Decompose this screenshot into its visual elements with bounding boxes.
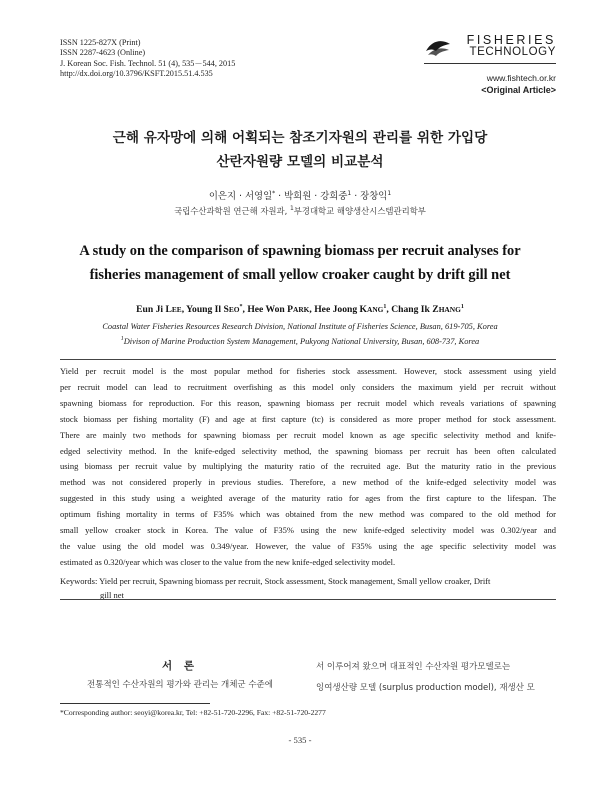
ko-author-1: 이은지: [208, 191, 236, 202]
issn-print: ISSN 1225-827X (Print): [60, 38, 141, 47]
korean-affiliations: 국립수산과학원 연근해 자원과, $^1$부경대학교 해양생산시스템관리학부: [174, 205, 426, 216]
abstract-line: spawning biomass for reproduction. For this reason, spawning biomass per recruit model which reveals variations of spawning: [60, 397, 556, 408]
abstract-line: method was not considered properly in previous studies. Therefore, a new method of the knife-edged selectivity model was: [60, 477, 556, 488]
logo-divider: [424, 63, 556, 64]
author-separator: ·: [278, 191, 282, 202]
abstract-line: estimated as 0.320/year which was closer to the value from the new knife-edged selectivity model.: [60, 556, 396, 567]
abstract: [60, 364, 556, 571]
abstract-line: the value using the old model was 0.349/year. However, the value of F35% using the age specific selectivity model was: [60, 540, 556, 551]
abstract-line: small yellow croaker stock in Korea. The value of F35% using the new knife-edged selectivity model was 0.302/year and: [60, 525, 556, 536]
ko-author-3: 박희원: [284, 191, 312, 202]
footnote-rule: [60, 703, 210, 704]
keywords-line2: gill net: [100, 590, 124, 600]
logo-wordmark: [456, 34, 556, 58]
abstract-line: optimum fishing mortality in terms of F35% which was obtained from the new method was compared to the old method for: [60, 509, 556, 520]
issn-online: ISSN 2287-4623 (Online): [60, 48, 146, 58]
korean-title-line2: 산란자원량 모델의 비교분석: [216, 154, 384, 170]
abstract-top-rule: [60, 359, 556, 360]
en-author-2: Young Il SEO*: [186, 304, 243, 316]
abstract-line: There are mainly two methods for spawning biomass per recruit model known as age specific selectivity method and knife-: [60, 429, 556, 440]
corresponding-author-footnote: *Corresponding author: seoyi@korea.kr, Tel: +82-51-720-2296, Fax: +82-51-720-2277: [60, 708, 326, 717]
keywords: [60, 574, 556, 602]
korean-title-line1: 근해 유자망에 의해 어획되는 참조기자원의 관리를 위한 가입당: [112, 130, 488, 146]
english-authors: Eun Ji LEE, Young Il SEO*, Hee Won PARK, Hee Joong KANG$^1$, Chang Ik ZHANG$^1$: [136, 304, 464, 316]
english-affiliation-2: $^1$Divison of Marine Production System Management, Pukyong National University, Busan, 608-737, Korea: [120, 336, 480, 346]
keywords-line1: Keywords: Yield per recruit, Spawning biomass per recruit, Stock assessment, Stock management, Small yellow croaker, Drift: [60, 576, 491, 586]
intro-right-line2: 잉여생산량 모델 (surplus production model), 재생산 모: [316, 683, 535, 693]
abstract-line: stock biomass per fishing mortality (F) and age at first capture (tc) is considered as more proper method for stock assessment.: [60, 413, 556, 424]
intro-right-line1: 서 이루어져 왔으며 대표적인 수산자원 평가모델로는: [316, 662, 511, 672]
en-author-1: Eun Ji LEE: [136, 304, 182, 316]
section-title-intro: 서 론: [162, 660, 198, 672]
author-separator: ·: [314, 191, 318, 202]
en-author-5: Chang Ik ZHANG$^1$: [391, 304, 464, 316]
author-separator: ·: [238, 191, 242, 202]
english-title-line2: fisheries management of small yellow croaker caught by drift gill net: [89, 267, 511, 283]
abstract-line: edged selectivity method. In the knife-edged selectivity method, the spawning biomass per recruit has been often calculated: [60, 445, 556, 456]
intro-right-column: [316, 657, 556, 699]
abstract-line: using biomass per recruit value by multiplying the maturity ratio of the recruited age. But the maturity ratio in the previous: [60, 461, 556, 472]
ko-author-5: 장창익$^1$: [360, 189, 392, 202]
intro-left-column: 전통적인 수산자원의 평가와 관리는 개체군 수준에: [87, 680, 273, 690]
article-type-label: <Original Article>: [481, 85, 556, 95]
journal-logo: [424, 34, 556, 58]
en-author-4: Hee Joong KANG$^1$: [314, 304, 387, 316]
fish-logo-icon: [424, 36, 452, 58]
logo-line1: FISHERIES: [466, 33, 556, 47]
abstract-line: per recruit model can lead to recruitment overfishing as this model only considers the maximum yield per recruit without: [60, 381, 556, 392]
ko-author-2: 서영일*: [244, 189, 276, 202]
english-affiliation-1: Coastal Water Fisheries Resources Research Division, National Institute of Fisheries Science, Busan, 619-705, Korea: [102, 322, 498, 331]
abstract-line: Yield per recruit model is the most popular method for fisheries stock assessment. However, stock assessment using yield: [60, 366, 556, 376]
journal-meta: [60, 38, 235, 80]
author-separator: ·: [354, 191, 358, 202]
journal-website[interactable]: www.fishtech.or.kr: [486, 73, 556, 83]
abstract-bottom-rule: [60, 599, 556, 600]
en-author-3: Hee Won PARK: [247, 304, 310, 316]
page-number: - 535 -: [288, 735, 312, 745]
ko-author-4: 강희중$^1$: [320, 189, 352, 202]
english-title-line1: A study on the comparison of spawning biomass per recruit analyses for: [79, 243, 521, 259]
abstract-line: suggested in this study using a weighted average of the maturity ratio for ages from the first capture to the lifespan. The: [60, 493, 556, 504]
korean-authors: [0, 188, 600, 202]
citation: J. Korean Soc. Fish. Technol. 51 (4), 535－544, 2015: [60, 58, 236, 68]
logo-line2: TECHNOLOGY: [469, 46, 556, 58]
doi-link[interactable]: http://dx.doi.org/10.3796/KSFT.2015.51.4.535: [60, 69, 213, 79]
